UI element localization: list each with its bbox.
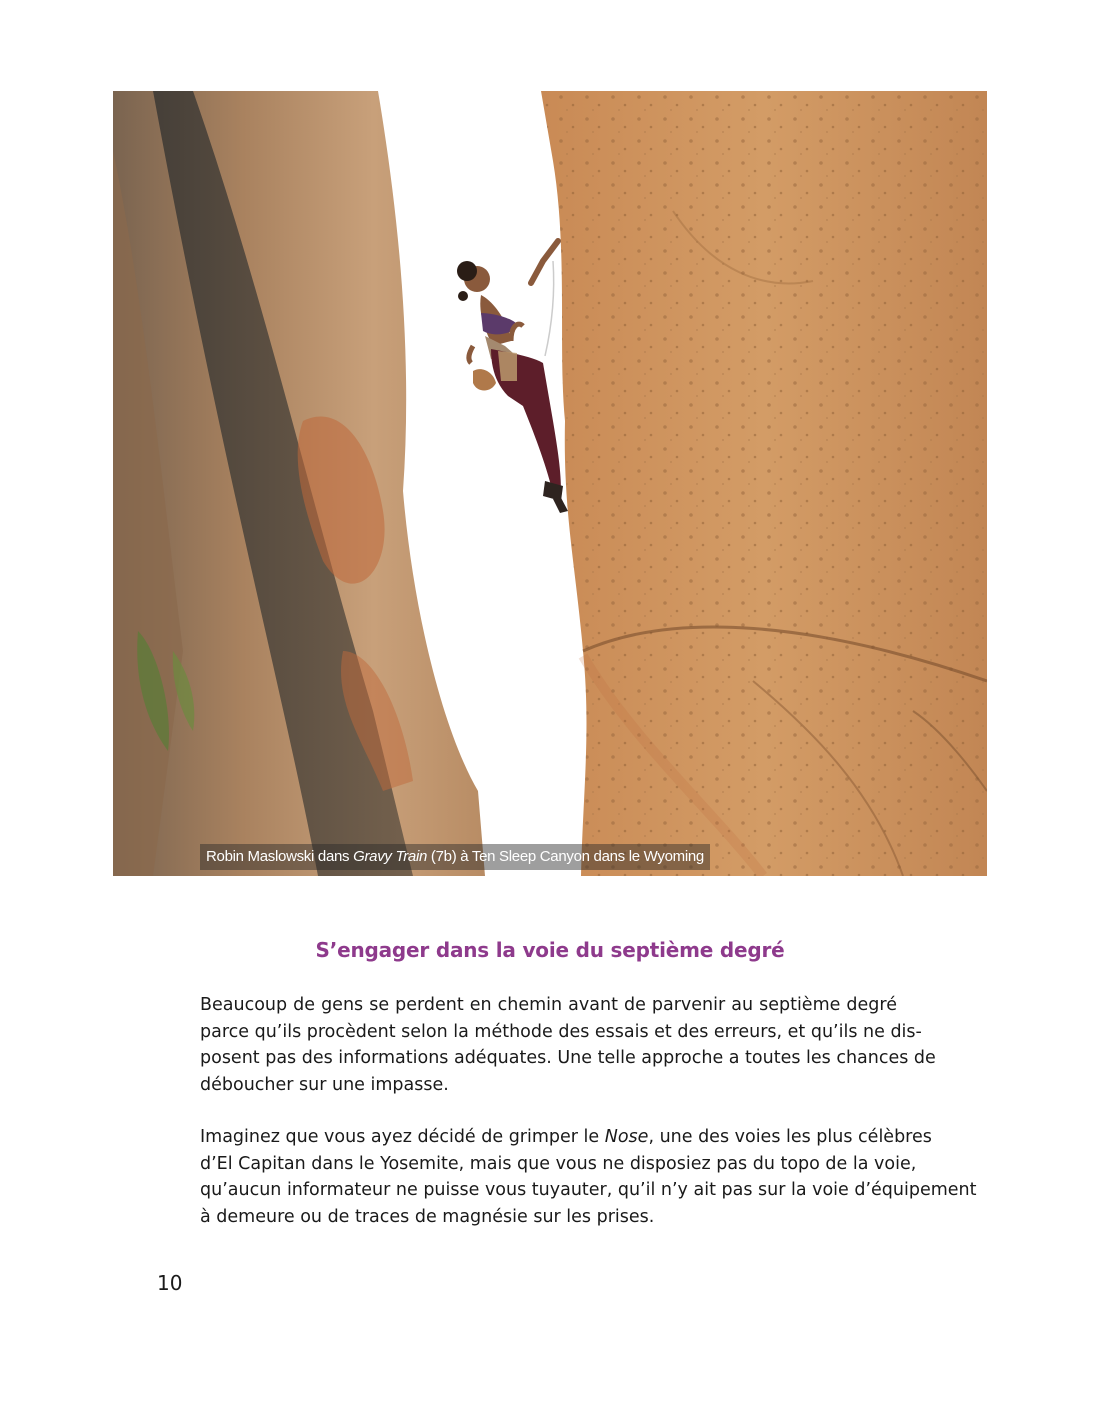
section-title: S’engager dans la voie du septième degré [315,938,785,962]
caption-route-name: Gravy Train [353,848,428,865]
rock-cliff-image [113,91,987,876]
page-number: 10 [157,1271,183,1295]
paragraph-1-line: déboucher sur une impasse. [200,1074,449,1095]
photo-caption [200,844,710,870]
paragraph-2-text: , une des voies les plus célèbres [648,1127,932,1147]
caption-location: (7b) à Ten Sleep Canyon dans le Wyoming [427,848,704,865]
paragraph-2-line [200,1124,932,1151]
paragraph-1-line: parce qu’ils procèdent selon la méthode des essais et des erreurs, et qu’ils ne dis- [200,1021,922,1042]
route-name-nose: Nose [604,1127,649,1147]
paragraph-2-text: Imaginez que vous ayez décidé de grimper le [200,1127,605,1147]
paragraph-1 [200,992,936,1098]
paragraph-2-line: d’El Capitan dans le Yosemite, mais que vous ne disposiez pas du topo de la voie, [200,1153,917,1174]
paragraph-1-line: Beaucoup de gens se perdent en chemin avant de parvenir au septième degré [200,995,897,1015]
paragraph-1-line: posent pas des informations adéquates. Une telle approche a toutes les chances de [200,1048,936,1068]
paragraph-2-line: qu’aucun informateur ne puisse vous tuyauter, qu’il n’y ait pas sur la voie d’équipement [200,1180,977,1200]
paragraph-2-line: à demeure ou de traces de magnésie sur les prises. [200,1206,655,1227]
paragraph-2 [200,1124,977,1230]
climbing-photo [113,91,987,876]
caption-person: Robin Maslowski dans [206,848,354,865]
